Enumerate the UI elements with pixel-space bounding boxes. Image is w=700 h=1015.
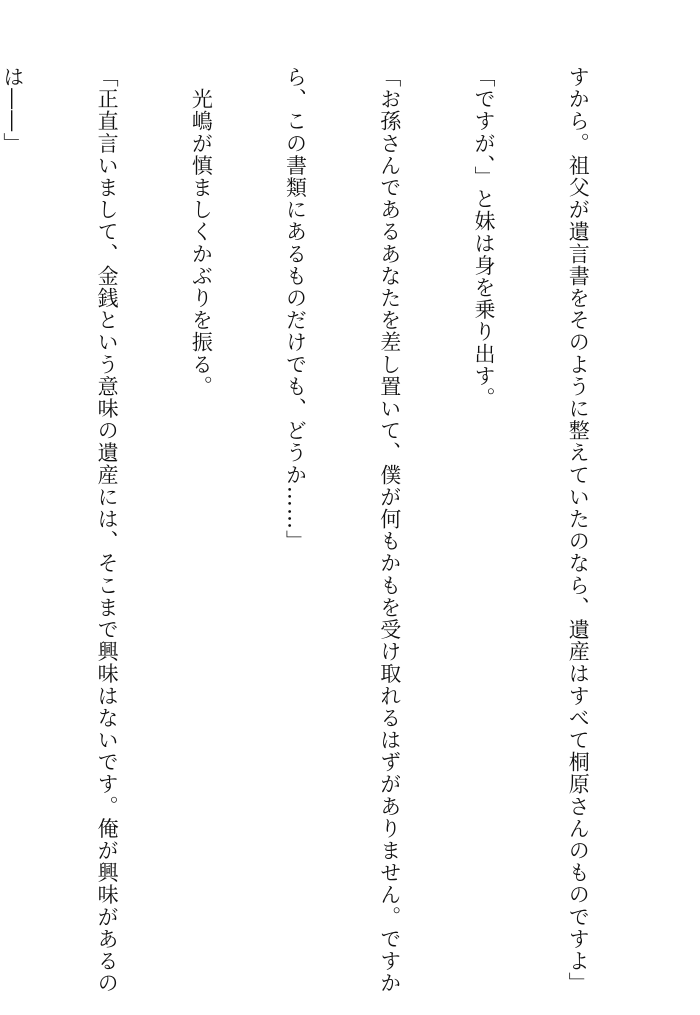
text-line: 「お孫さんであるあなたを差し置いて、僕が何もかもを受け取れるはずがありません。ですか [377, 66, 402, 995]
text-line: 光嶋が慎ましくかぶりを振る。 [189, 66, 214, 398]
vertical-text-body [0, 66, 656, 995]
text-line: 「正直言いまして、金銭という意味の遺産には、そこまで興味はないです。俺が興味があるの [95, 66, 120, 995]
text-line: ら、この書類にあるものだけでも、どうか……」 [283, 66, 308, 553]
text-line: すから。祖父が遺言書をそのように整えていたのなら、遺産はすべて桐原さんのものですよ」 [566, 66, 591, 995]
text-line: は――」 [0, 66, 25, 155]
text-line: 「ですが、」と妹は身を乗り出す。 [471, 66, 496, 410]
